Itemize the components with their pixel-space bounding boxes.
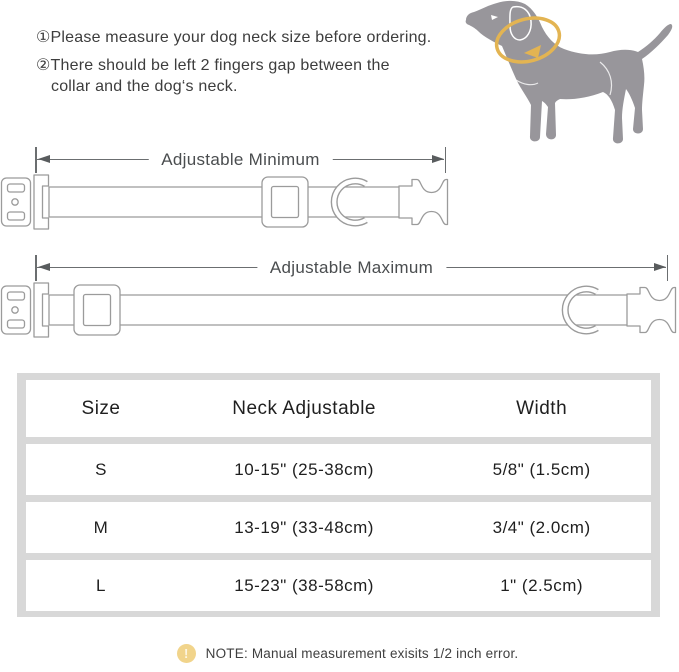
instruction-line-1: ①Please measure your dog neck size before ordering. [36, 29, 432, 46]
measuring-instructions [36, 27, 431, 97]
cell-width: 3/4" (2.0cm) [492, 517, 591, 537]
buckle-keeper [34, 283, 49, 337]
cell-neck: 15-23" (38-58cm) [234, 575, 374, 595]
instruction-line-2-continued: collar and the dog‘s neck. [51, 78, 238, 95]
instruction-line-2: ②There should be left 2 fingers gap between the [36, 57, 390, 74]
collar-minimum-diagram [0, 171, 450, 233]
cell-neck: 10-15" (25-38cm) [234, 459, 374, 479]
exclamation-glyph: ! [183, 645, 189, 661]
buckle-hole [12, 307, 18, 313]
arrowhead-right-icon [432, 155, 444, 163]
exclamation-circle-icon [177, 644, 196, 663]
table-header-neck-adjustable: Neck Adjustable [232, 397, 376, 419]
clasp [399, 180, 448, 225]
note-text: NOTE: Manual measurement exisits 1/2 inch error. [205, 645, 519, 661]
measurement-note [0, 642, 679, 664]
collar-strap [49, 295, 631, 325]
cell-neck: 13-19" (33-48cm) [234, 517, 374, 537]
buckle-slot-top [8, 292, 25, 300]
buckle-keeper [34, 175, 49, 229]
slider-inner [84, 295, 111, 326]
table-row-s [26, 444, 651, 495]
cell-width: 1" (2.5cm) [500, 575, 584, 595]
measure-end-tick [35, 255, 37, 281]
table-row-m [26, 502, 651, 553]
dog-silhouette-illustration [450, 0, 679, 155]
buckle-slot-bottom [8, 212, 25, 220]
adjustable-minimum-label: Adjustable Minimum [148, 150, 332, 170]
slider-inner [272, 187, 299, 218]
table-header-width: Width [516, 397, 568, 419]
buckle-hole [12, 199, 18, 205]
table-header-size: Size [81, 397, 121, 419]
collar-maximum-diagram [0, 279, 679, 341]
buckle-slot-bottom [8, 320, 25, 328]
collar-strap [49, 187, 403, 217]
measure-end-tick [35, 147, 37, 173]
buckle-slot-top [8, 184, 25, 192]
arrowhead-right-icon [654, 263, 666, 271]
cell-width: 5/8" (1.5cm) [492, 459, 591, 479]
clasp [627, 288, 676, 333]
cell-size: L [96, 575, 106, 595]
size-table-header-row [26, 380, 651, 437]
arrowhead-left-icon [38, 155, 50, 163]
table-row-l [26, 560, 651, 611]
arrowhead-left-icon [38, 263, 50, 271]
cell-size: M [93, 517, 109, 537]
size-table [17, 373, 660, 617]
adjustable-minimum-measure [35, 147, 446, 173]
measure-end-tick [445, 147, 447, 173]
dog-body [466, 1, 673, 144]
cell-size: S [95, 459, 107, 479]
measure-end-tick [667, 255, 669, 281]
adjustable-maximum-label: Adjustable Maximum [257, 258, 446, 278]
adjustable-maximum-measure [35, 255, 668, 281]
